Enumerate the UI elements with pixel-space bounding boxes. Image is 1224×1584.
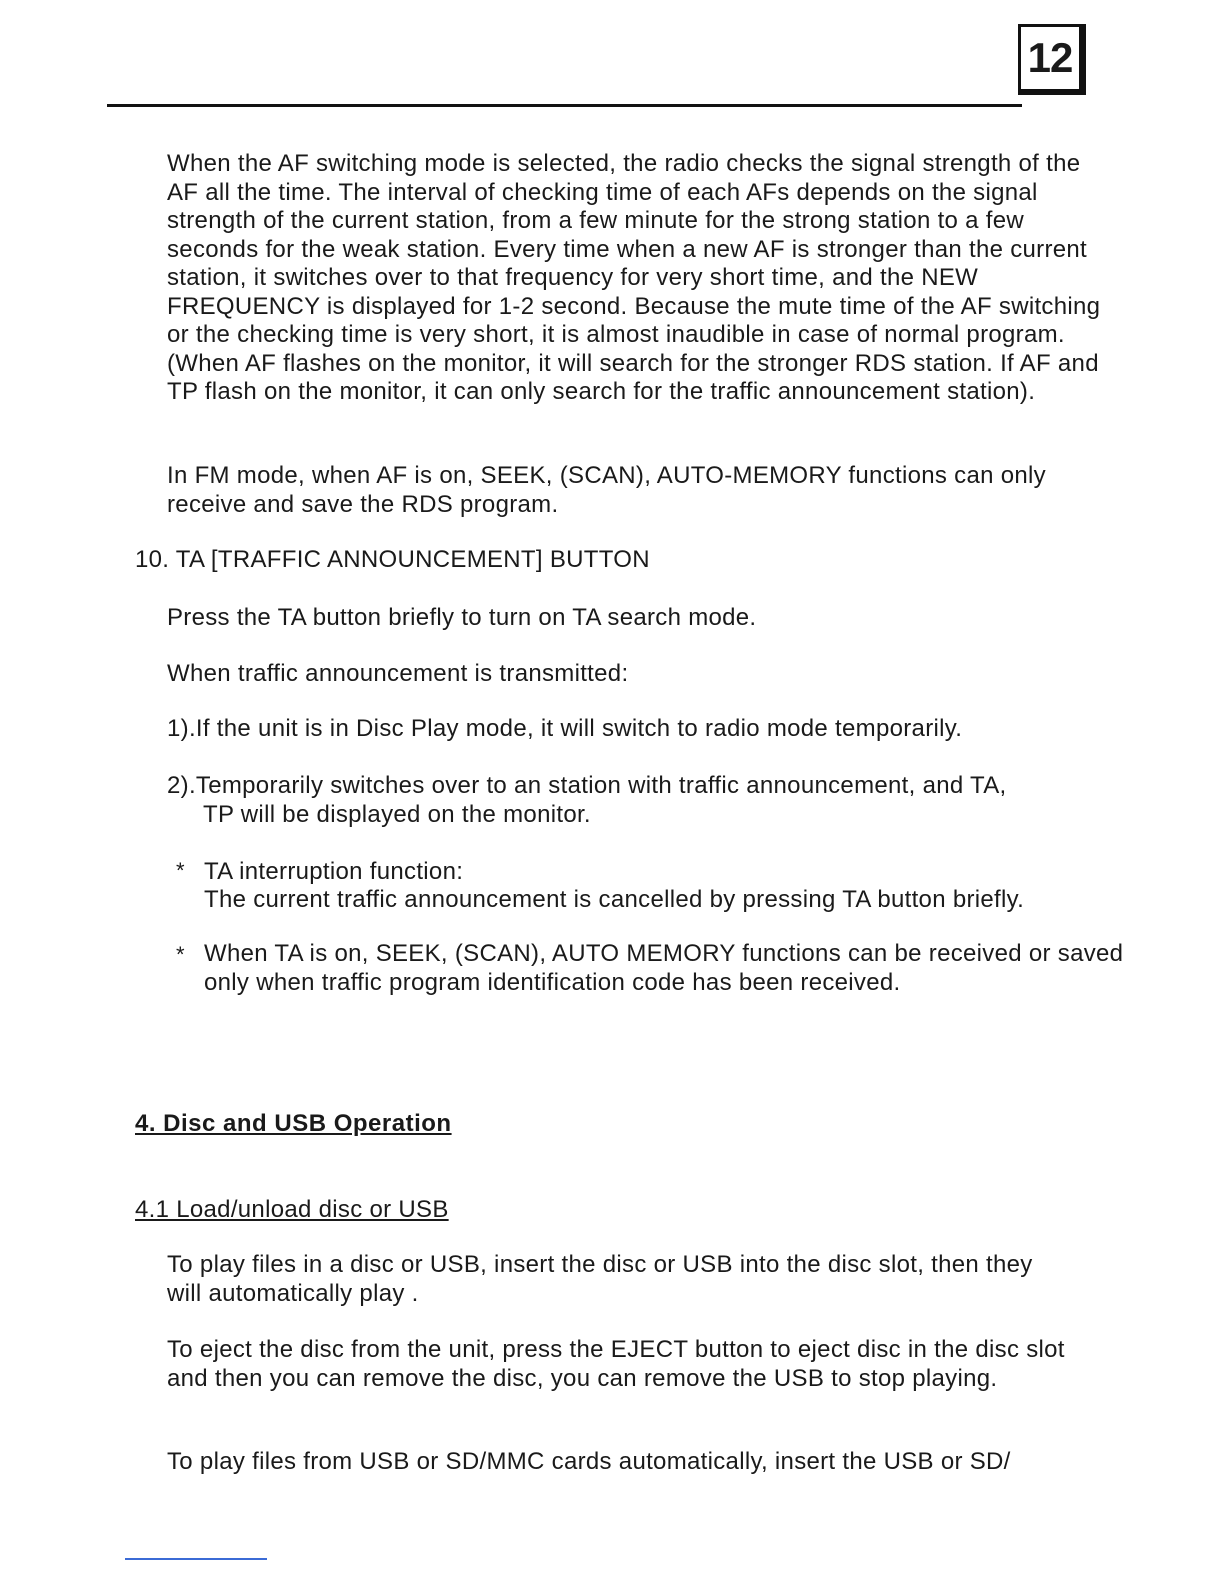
- footer-rule: [125, 1558, 267, 1560]
- fm-mode-paragraph: In FM mode, when AF is on, SEEK, (SCAN), AUTO-MEMORY functions can only receive and save the RDS program.: [167, 462, 1046, 518]
- ta-interruption-text: The current traffic announcement is cancelled by pressing TA button briefly.: [204, 886, 1025, 913]
- header-rule: [107, 104, 1022, 107]
- ta-item-2-line2: TP will be displayed on the monitor.: [203, 801, 591, 828]
- bullet-star-1: *: [176, 858, 185, 883]
- af-switching-paragraph: When the AF switching mode is selected, the radio checks the signal strength of the AF all the time. The interval of checking time of each AFs depends on the signal strength of the current station, from a few minute for the strong station to a few seconds for the weak station. Every time when a new AF is stronger than the current station, it switches over to that frequency for very short time, and the NEW FREQUENCY is displayed for 1-2 second. Because the mute time of the AF switching or the checking time is very short, it is almost inaudible in case of normal program. (When AF flashes on the monitor, it will search for the stronger RDS station. If AF and TP flash on the monitor, it can only search for the traffic announcement station).: [167, 150, 1101, 405]
- page-number: 12: [1018, 24, 1086, 95]
- ta-when-text: When traffic announcement is transmitted:: [167, 660, 629, 687]
- ta-interruption-title: TA interruption function:: [204, 858, 464, 885]
- subsection-title: 4.1 Load/unload disc or USB: [135, 1196, 449, 1223]
- ta-on-text: When TA is on, SEEK, (SCAN), AUTO MEMORY functions can be received or saved only when traffic program identification code has been received.: [204, 940, 1124, 996]
- usb-sd-paragraph: To play files from USB or SD/MMC cards automatically, insert the USB or SD/: [167, 1448, 1011, 1475]
- disc-eject-paragraph: To eject the disc from the unit, press the EJECT button to eject disc in the disc slot and then you can remove the disc, you can remove the USB to stop playing.: [167, 1336, 1065, 1392]
- ta-heading: 10. TA [TRAFFIC ANNOUNCEMENT] BUTTON: [135, 546, 650, 573]
- ta-press-text: Press the TA button briefly to turn on TA search mode.: [167, 604, 757, 631]
- section-title: 4. Disc and USB Operation: [135, 1110, 452, 1137]
- bullet-star-2: *: [176, 942, 185, 967]
- ta-item-1: 1).If the unit is in Disc Play mode, it will switch to radio mode temporarily.: [167, 715, 963, 742]
- disc-play-paragraph: To play files in a disc or USB, insert the disc or USB into the disc slot, then they will automatically play .: [167, 1251, 1033, 1307]
- ta-item-2-line1: 2).Temporarily switches over to an station with traffic announcement, and TA,: [167, 772, 1007, 799]
